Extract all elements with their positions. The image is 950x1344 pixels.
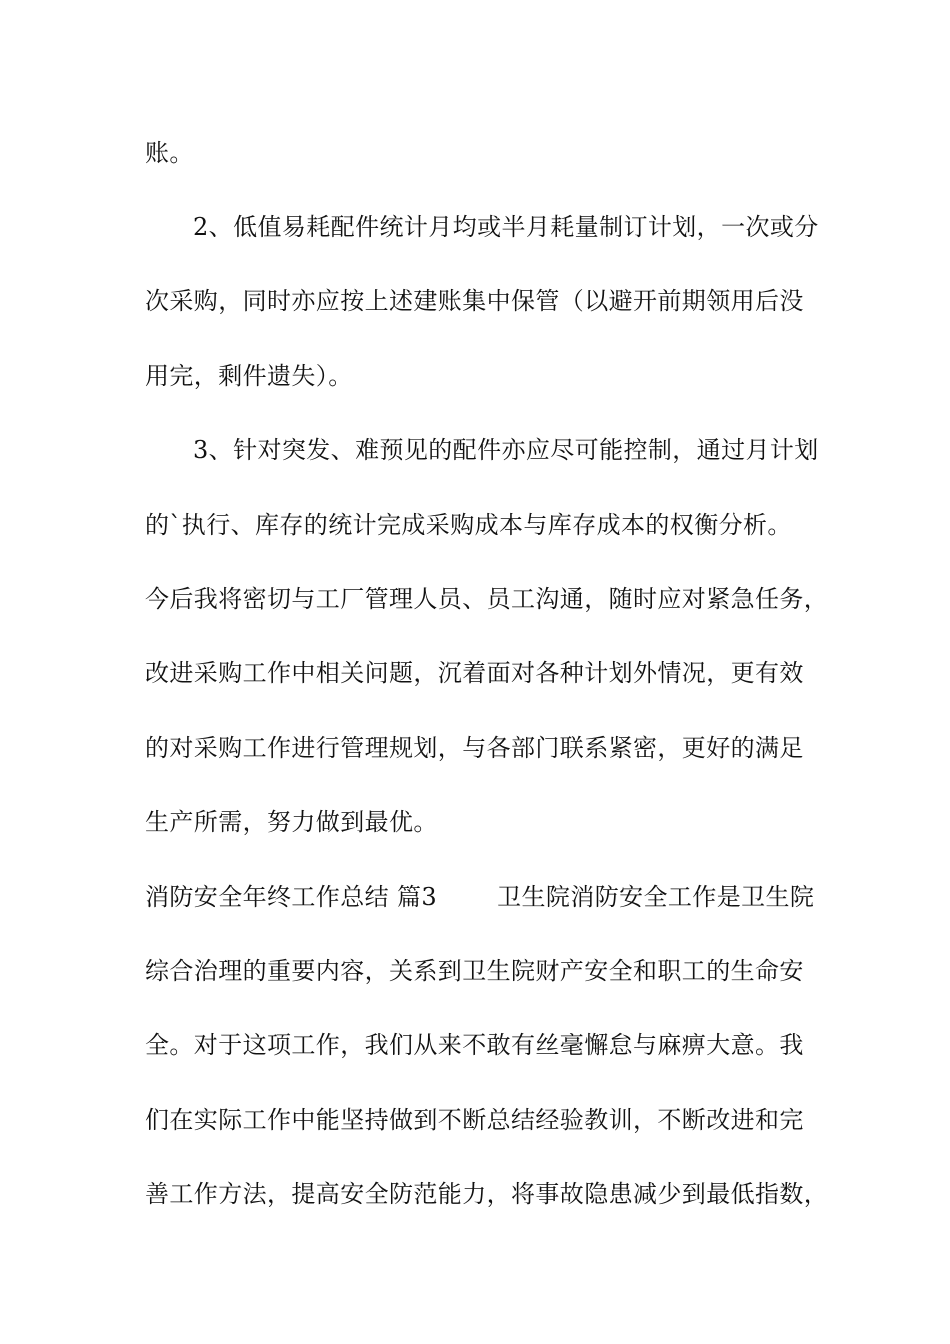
text-line: 3、针对突发、难预见的配件亦应尽可能控制，通过月计划 <box>193 436 819 464</box>
text-line: 的`执行、库存的统计完成采购成本与库存成本的权衡分析。 <box>145 511 792 539</box>
text-line: 生产所需，努力做到最优。 <box>145 808 438 836</box>
section-heading: 消防安全年终工作总结 篇3 <box>145 883 438 911</box>
text-line: 2、低值易耗配件统计月均或半月耗量制订计划，一次或分 <box>193 213 819 241</box>
text-line: 今后我将密切与工厂管理人员、员工沟通，随时应对紧急任务， <box>145 585 829 613</box>
text-line: 善工作方法，提高安全防范能力，将事故隐患减少到最低指数， <box>145 1180 829 1208</box>
heading-continuation-text: 卫生院消防安全工作是卫生院 <box>497 883 815 911</box>
text-line: 改进采购工作中相关问题，沉着面对各种计划外情况，更有效 <box>145 659 804 687</box>
text-line: 全。对于这项工作，我们从来不敢有丝毫懈怠与麻痹大意。我 <box>145 1031 804 1059</box>
text-line: 的对采购工作进行管理规划，与各部门联系紧密，更好的满足 <box>145 734 804 762</box>
text-line: 们在实际工作中能坚持做到不断总结经验教训，不断改进和完 <box>145 1106 804 1134</box>
section-heading-line <box>145 882 845 912</box>
text-line: 账。 <box>145 139 194 167</box>
text-line: 用完，剩件遗失）。 <box>145 362 353 390</box>
text-line: 综合治理的重要内容，关系到卫生院财产安全和职工的生命安 <box>145 957 804 985</box>
text-line: 次采购，同时亦应按上述建账集中保管（以避开前期领用后没 <box>145 287 804 315</box>
